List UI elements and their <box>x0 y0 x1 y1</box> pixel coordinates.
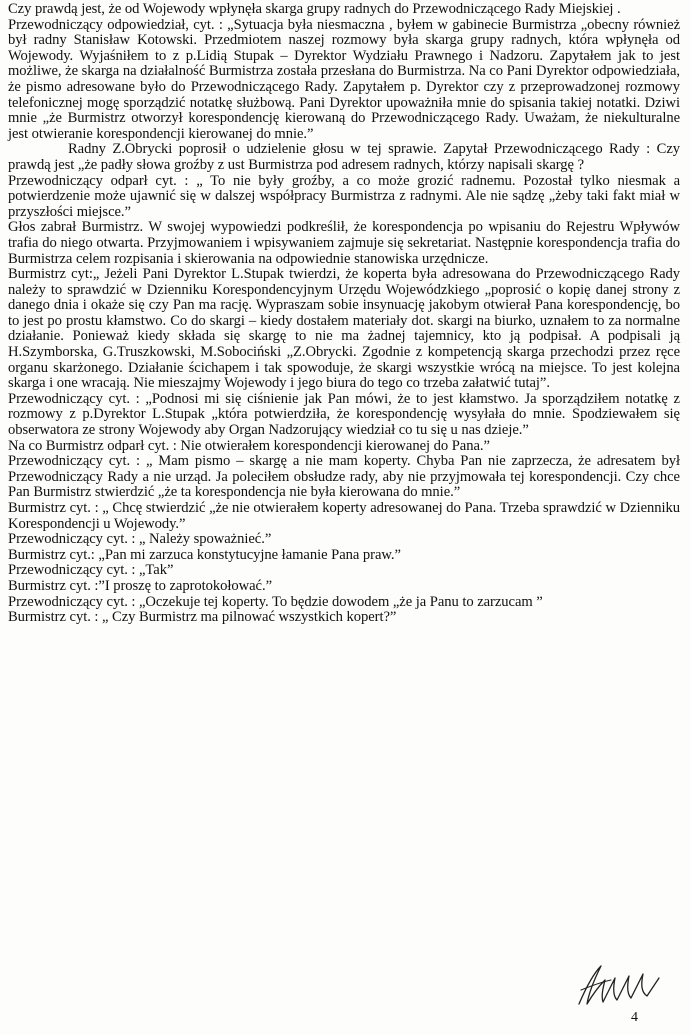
paragraph: Radny Z.Obrycki poprosił o udzielenie głosu w tej sprawie. Zapytał Przewodniczącego Rady : Czy prawdą jest „że padły słowa groźby z ust Burmistrza pod adresem radnych, którzy napisali skargę ? <box>8 141 680 173</box>
page-number: 4 <box>631 1010 638 1025</box>
paragraph: Przewodniczący cyt. : „Oczekuje tej koperty. To będzie dowodem „że ja Panu to zarzucam ” <box>8 593 543 610</box>
paragraph: Burmistrz cyt. : „ Czy Burmistrz ma pilnować wszystkich kopert?” <box>8 609 397 626</box>
paragraph: Burmistrz cyt:„ Jeżeli Pani Dyrektor L.Stupak twierdzi, że koperta była adresowana do Przewodniczącego Rady należy to sprawdzić w Dzienniku Korespondencyjnym Urzędu Wojewódzkiego „poprosić o kopię danej strony z danego dnia i okaże się czy Pan ma rację. Wypraszam sobie insynuację jakobym otwierał Pana korespondencję, bo to jest po prostu kłamstwo. Co do skargi – kiedy dostałem materiały dot. skargi na biurko, uznałem to za normalne działanie. Ponieważ kiedy składa się skargę to nie ma żadnej tajemnicy, kto ją podpisał. A podpisali ją H.Szymborska, G.Truszkowski, M.Sobociński „Z.Obrycki. Zgodnie z kompetencją skarga przechodzi przez ręce organu skarżonego. Działanie ścichapem i tak spowoduje, że skargi wszystkie wrócą na miejsce. To jest kolejna skarga i one wracają. Nie mieszajmy Wojewody i jego biura do tego co trzeba załatwić tutaj”. <box>8 266 680 392</box>
handwritten-signature <box>571 960 661 1010</box>
paragraph: Przewodniczący cyt. : „ Mam pismo – skargę a nie mam koperty. Chyba Pan nie zaprzecza, że adresatem był Przewodniczący Rady a nie urząd. Ja poleciłem obsłudze rady, aby nie przyjmowała tej korespondencji. Czy chce Pan Burmistrz stwierdzić „że ta korespondencja nie była kierowana do mnie.” <box>8 453 680 501</box>
paragraph: Przewodniczący cyt. : „ Należy spoważnieć.” <box>8 531 272 548</box>
paragraph: Przewodniczący odpowiedział, cyt. : „Sytuacja była niesmaczna , byłem w gabinecie Burmistrza „obecny również był radny Stanisław Kotowski. Przedmiotem naszej rozmowy była skarga grupy radnych, która wpłynęła od Wojewody. Wyjaśniłem to z p.Lidią Stupak – Dyrektor Wydziału Prawnego i Nadzoru. Zapytałem jak to jest możliwe, że skarga na działalność Burmistrza została przesłana do Burmistrza. Na co Pani Dyrektor odpowiedziała, że pismo adresowane było do Przewodniczącego Rady. Zapytałem p. Dyrektor czy z przeprowadzonej rozmowy telefonicznej mogę sporządzić notatkę służbową. Pani Dyrektor upoważniła mnie do spisania takiej notatki. Dziwi mnie „że Burmistrz otworzył korespondencję kierowaną do Przewodniczącego Rady. Uważam, że niekulturalne jest otwieranie korespondencji kierowanej do mnie.” <box>8 16 680 142</box>
paragraph: Przewodniczący cyt. : „Tak” <box>8 562 174 579</box>
paragraph: Czy prawdą jest, że od Wojewody wpłynęła skarga grupy radnych do Przewodniczącego Rady Miejskiej . <box>8 1 621 17</box>
paragraph: Burmistrz cyt.: „Pan mi zarzuca konstytucyjne łamanie Pana praw.” <box>8 546 401 563</box>
paragraph: Burmistrz cyt. :”I proszę to zaprotokołować.” <box>8 577 272 594</box>
paragraph: Przewodniczący odparł cyt. : „ To nie były groźby, a co może grozić radnemu. Pozostał tylko niesmak a potwierdzenie może ujawnić się w dalszej współpracy Burmistrza z radnymi. Ale nie sądzę „żeby taki fakt miał w przyszłości miejsce.” <box>8 172 680 220</box>
paragraph: Na co Burmistrz odparł cyt. : Nie otwierałem korespondencji kierowanej do Pana.” <box>8 437 490 454</box>
paragraph: Głos zabrał Burmistrz. W swojej wypowiedzi podkreślił, że korespondencja po wpisaniu do Rejestru Wpływów trafia do niego otwarta. Przyjmowaniem i wpisywaniem zajmuje się sekretariat. Następnie korespondencja trafia do Burmistrza celem rozpisania i skierowania na odpowiednie stanowiska urzędnicze. <box>8 219 680 267</box>
paragraph: Burmistrz cyt. : „ Chcę stwierdzić „że nie otwierałem koperty adresowanej do Pana. Trzeba sprawdzić w Dzienniku Korespondencji u Wojewody.” <box>8 500 680 532</box>
paragraph: Przewodniczący cyt. : „Podnosi mi się ciśnienie jak Pan mówi, że to jest kłamstwo. Ja sporządziłem notatkę z rozmowy z p.Dyrektor L.Stupak „która potwierdziła, że korespondencję wysyłała do mnie. Spodziewałem się obserwatora ze strony Wojewody aby Organ Nadzorujący wiedział co tu się u nas dzieje.” <box>8 390 680 439</box>
document-body <box>8 2 680 626</box>
